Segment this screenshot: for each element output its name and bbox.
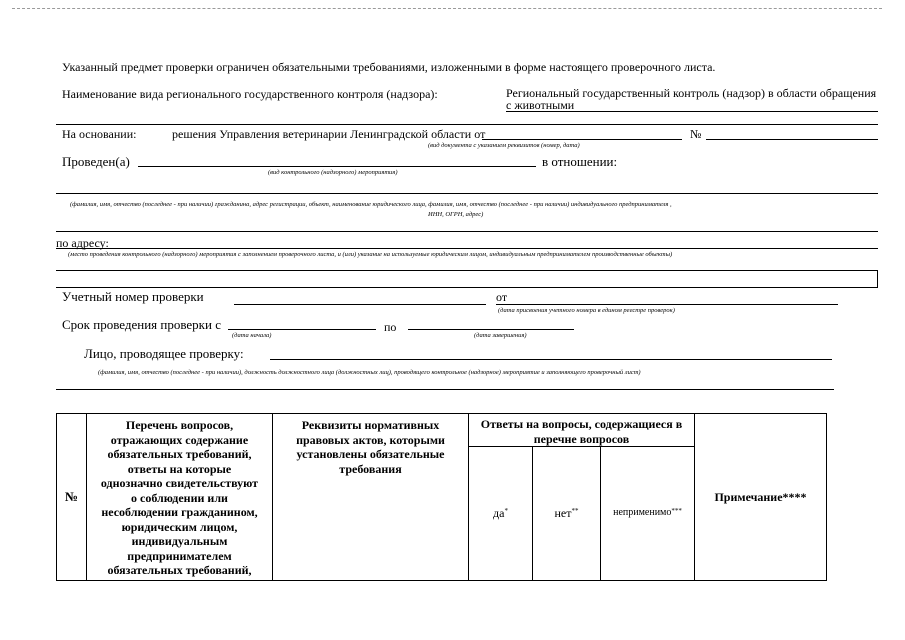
period-end-line <box>408 329 574 330</box>
col-yes-header <box>469 447 533 581</box>
subject-hint-2: ИНН, ОГРН, адрес) <box>428 211 484 218</box>
period-end-hint: (дата завершения) <box>474 332 527 339</box>
yes-footnote-mark: * <box>504 507 508 516</box>
control-type-underline <box>506 111 878 112</box>
basis-label: На основании: <box>62 127 137 141</box>
questions-line: однозначно свидетельствуют <box>100 476 259 490</box>
col-no-header <box>533 447 601 581</box>
acts-line: правовых актов, которыми <box>296 432 445 447</box>
questions-line: несоблюдении гражданином, <box>101 505 258 519</box>
basis-value: решения Управления ветеринарии Ленинградской области от <box>172 127 486 141</box>
account-number-line <box>234 304 486 305</box>
account-hint: (дата присвоения учетного номера в едином реестре проверок) <box>498 307 675 314</box>
period-label: Срок проведения проверки с <box>62 317 221 332</box>
control-type-value-1: Региональный государственный контроль (надзор) в области обращения <box>506 86 877 100</box>
conducted-relation: в отношении: <box>542 154 618 169</box>
questions-line: ответы на которые <box>127 461 232 476</box>
col-answers-header <box>469 414 695 447</box>
rule-2 <box>56 231 878 232</box>
basis-hint: (вид документа с указанием реквизитов (номер, дата) <box>428 142 580 149</box>
acts-line: установлены обязательные <box>296 447 445 461</box>
inspector-label: Лицо, проводящее проверку: <box>84 346 244 361</box>
basis-number-line <box>706 139 878 140</box>
col-na-header <box>601 447 695 581</box>
page-top-edge <box>12 8 882 9</box>
questions-line: предпринимателем <box>127 548 232 563</box>
period-start-line <box>228 329 376 330</box>
conducted-hint: (вид контрольного (надзорного) мероприятия) <box>268 169 398 176</box>
basis-date-line <box>482 139 682 140</box>
basis-number-sign: № <box>690 127 702 141</box>
col-questions-header <box>87 414 273 581</box>
account-label: Учетный номер проверки <box>62 289 204 304</box>
inspector-rule <box>56 389 834 390</box>
acts-line: требования <box>339 461 402 476</box>
address-label: по адресу: <box>56 236 109 250</box>
na-footnote-mark: *** <box>671 507 682 516</box>
yes-label: да <box>493 506 505 521</box>
frame-top <box>56 270 878 271</box>
questions-line: обязательных требований, <box>107 447 252 461</box>
subject-hint-1: (фамилия, имя, отчество (последнее - при наличии) гражданина, адрес регистрации, объект, наименование юридического лица, фамилия, имя, отчество (последнее - при наличии) индивидуального предпринимателя , <box>70 201 672 208</box>
period-start-hint: (дата начала) <box>232 332 272 339</box>
col-note-header: Примечание**** <box>695 414 827 581</box>
questions-line: обязательных требований, <box>107 563 252 577</box>
questions-line: Перечень вопросов, <box>125 418 234 432</box>
no-label: нет <box>554 506 572 521</box>
answers-line: Ответы на вопросы, содержащиеся в <box>480 417 683 431</box>
rule-1 <box>56 124 878 125</box>
intro-text: Указанный предмет проверки ограничен обязательными требованиями, изложенными в форме настоящего проверочного листа. <box>62 60 716 74</box>
questions-line: индивидуальным <box>131 534 228 548</box>
no-footnote-mark: ** <box>571 507 579 516</box>
inspector-hint: (фамилия, имя, отчество (последнее - при наличии), должность должностного лица (должностных лиц), проводящего контрольное (надзорное) мероприятие и заполняющего проверочный лист) <box>98 369 641 376</box>
col-number-header: № <box>57 414 87 581</box>
col-acts-header <box>273 414 469 581</box>
frame-bottom <box>56 287 878 288</box>
checklist-table <box>56 413 827 581</box>
address-line <box>56 248 878 249</box>
conducted-label: Проведен(а) <box>62 154 130 169</box>
account-from: от <box>496 290 508 304</box>
na-label: неприменимо <box>613 507 672 519</box>
answers-line: перечне вопросов <box>533 431 630 446</box>
questions-line: юридическим лицом, <box>121 519 238 534</box>
acts-line: Реквизиты нормативных <box>301 418 440 432</box>
inspector-line <box>270 359 832 360</box>
frame-right <box>877 270 878 287</box>
address-hint: (место проведения контрольного (надзорного) мероприятия с заполнением проверочного листа, и (или) указание на используемые юридическим лицом, индивидуальным предпринимателем производственные объекты) <box>68 251 673 258</box>
control-type-label: Наименование вида регионального государственного контроля (надзора): <box>62 87 438 101</box>
conducted-line <box>138 166 536 167</box>
rule-subject <box>56 193 878 194</box>
questions-line: о соблюдении или <box>131 490 228 505</box>
control-type-value-2: с животными <box>506 98 575 112</box>
account-date-line <box>496 304 838 305</box>
questions-line: отражающих содержание <box>110 432 249 447</box>
period-to: по <box>384 320 397 334</box>
